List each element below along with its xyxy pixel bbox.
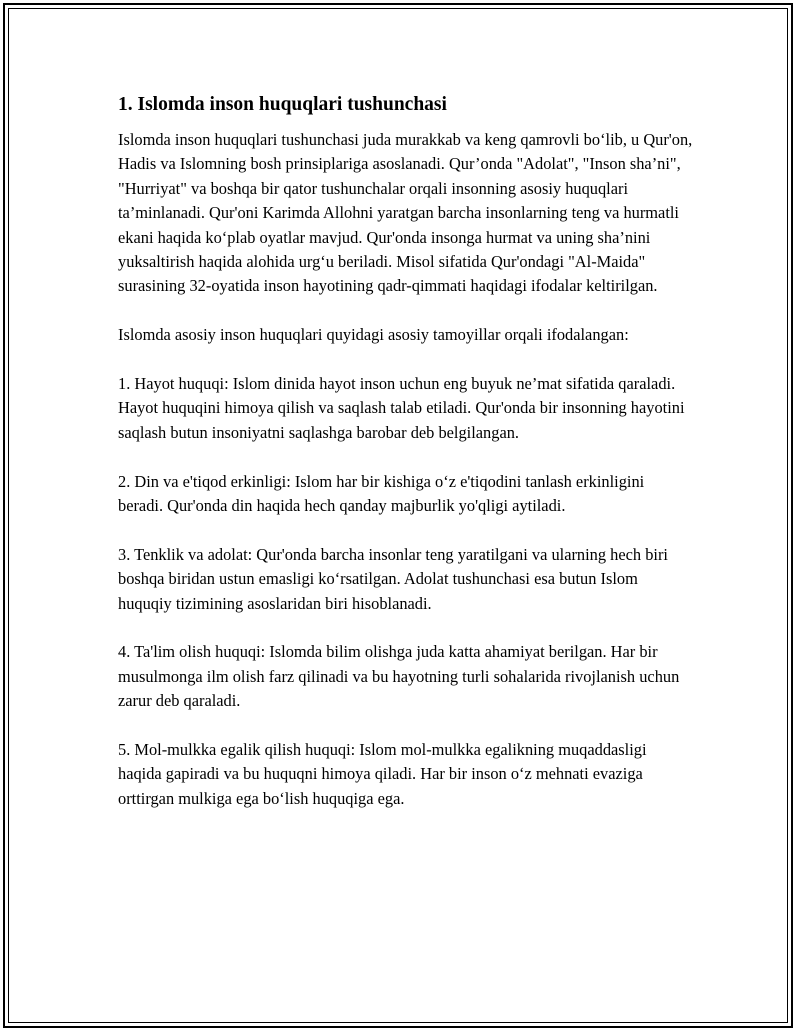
section-heading: 1. Islomda inson huquqlari tushunchasi — [118, 94, 447, 115]
principles-intro-paragraph: Islomda asosiy inson huquqlari quyidagi asosiy tamoyillar orqali ifodalangan: — [118, 325, 629, 345]
freedom-of-religion-paragraph: 2. Din va e'tiqod erkinligi: Islom har bir kishiga o‘z e'tiqodini tanlash erkinligini beradi. Qur'onda din haqida hech qanday majburlik yo'qligi aytiladi. — [118, 471, 645, 516]
intro-paragraph: Islomda inson huquqlari tushunchasi juda murakkab va keng qamrovli bo‘lib, u Qur'on, Hadis va Islomning bosh prinsiplariga asoslanadi. Qur’onda "Adolat", "Inson sha’ni", "Hurriyat" va boshqa bir qator tushunchalar orqali insonning asosiy huquqlari ta’minlanadi. Qur'oni Karimda Allohni yaratgan barcha insonlarning teng va hurmatli ekani haqida ko‘plab oyatlar mavjud. Qur'onda insonga hurmat va uning sha’nini yuksaltirish haqida alohida urg‘u beriladi. Misol sifatida Qur'ondagi "Al-Maida" surasining 32-oyatida inson hayotining qadr-qimmati haqidagi ifodalar keltirilgan. — [118, 130, 693, 296]
document-body — [118, 92, 693, 811]
right-to-life-paragraph: 1. Hayot huquqi: Islom dinida hayot inson uchun eng buyuk ne’mat sifatida qaraladi. Hayot huquqini himoya qilish va saqlash talab etiladi. Qur'onda bir insonning hayotini saqlash butun insoniyatni saqlashga barobar deb belgilangan. — [118, 374, 685, 442]
right-to-education-paragraph: 4. Ta'lim olish huquqi: Islomda bilim olishga juda katta ahamiyat berilgan. Har bir musulmonga ilm olish farz qilinadi va bu hayotning turli sohalarida rivojlanish uchun zarur deb qaraladi. — [118, 642, 680, 711]
property-right-paragraph: 5. Mol-mulkka egalik qilish huquqi: Islom mol-mulkka egalikning muqaddasligi haqida gapiradi va bu huquqni himoya qiladi. Har bir inson o‘z mehnati evaziga orttirgan mulkiga ega bo‘lish huquqiga ega. — [118, 740, 647, 808]
equality-justice-paragraph: 3. Tenklik va adolat: Qur'onda barcha insonlar teng yaratilgani va ularning hech biri boshqa biridan ustun emasligi ko‘rsatilgan. Adolat tushunchasi esa butun Islom huquqiy tizimining asoslaridan biri hisoblanadi. — [118, 544, 668, 613]
